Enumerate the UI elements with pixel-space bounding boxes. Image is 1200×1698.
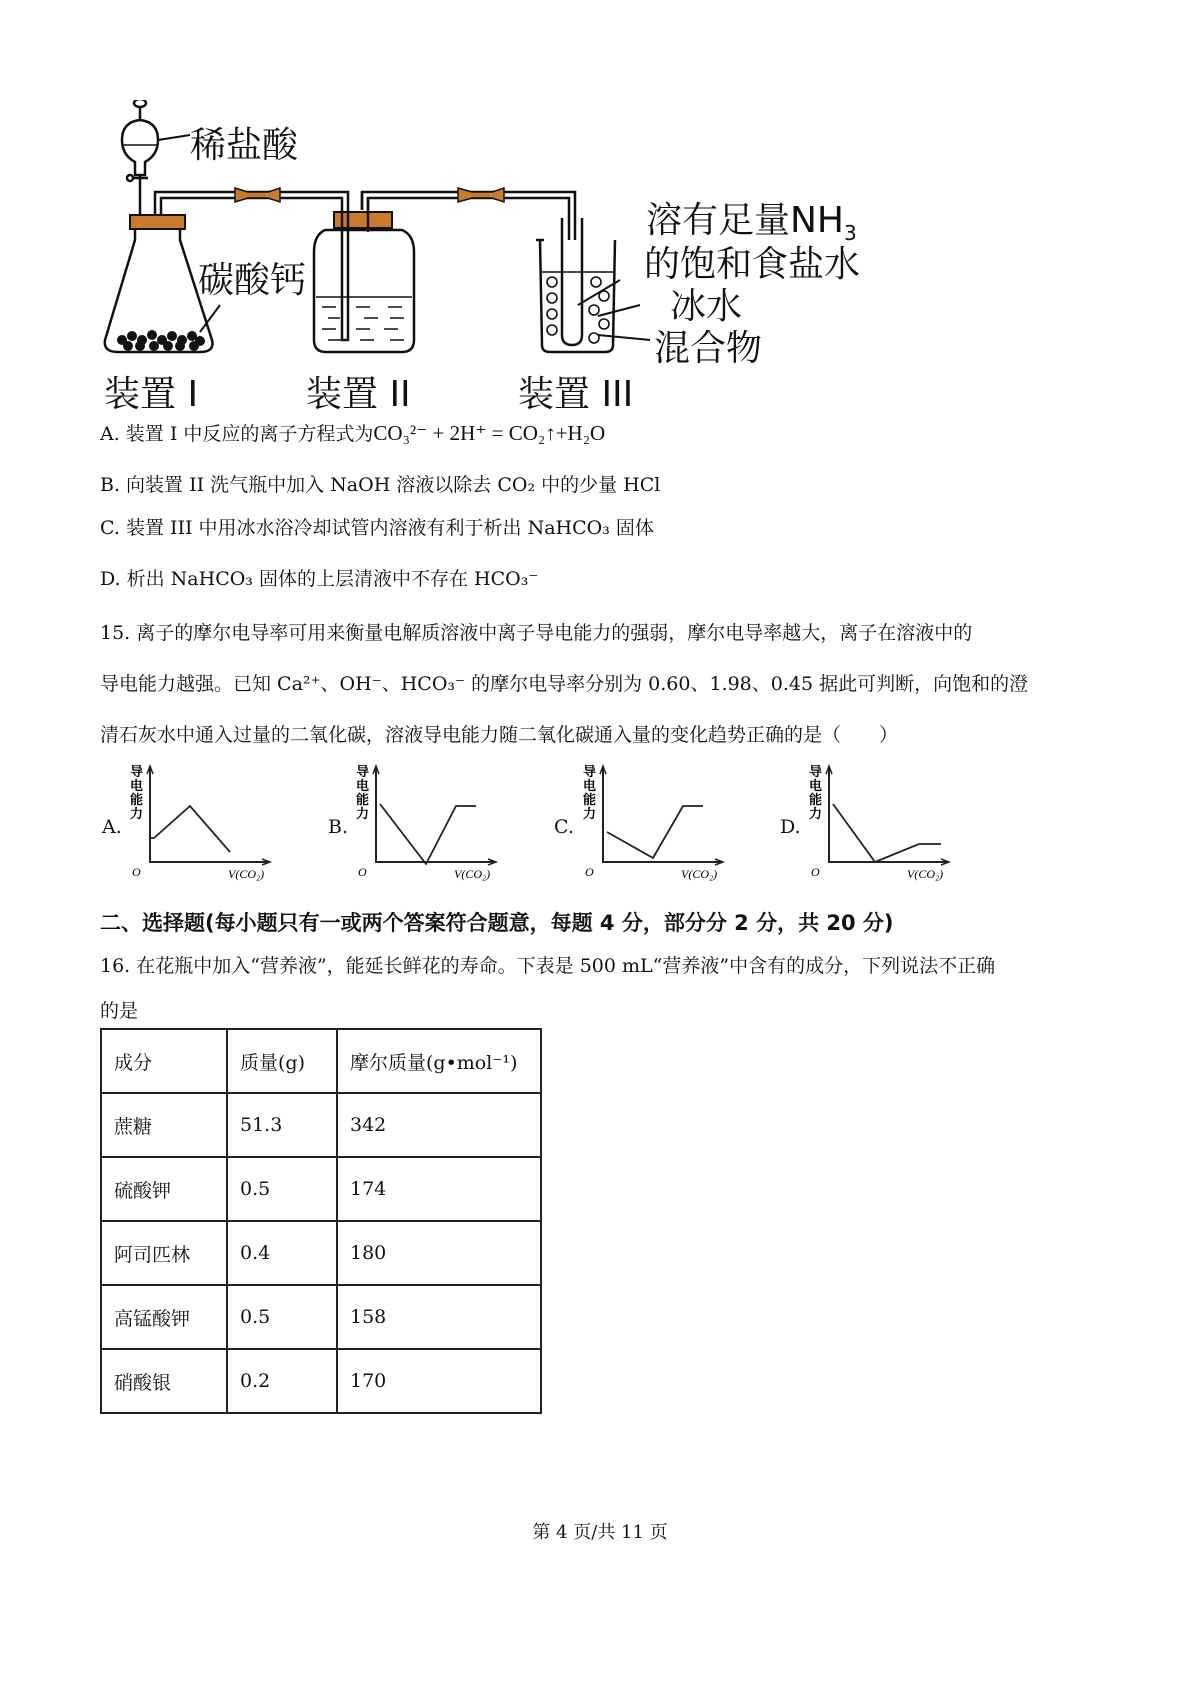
table-cell: 0.4	[227, 1221, 337, 1285]
conductivity-graph	[128, 762, 278, 887]
table-cell: 阿司匹林	[101, 1221, 227, 1285]
graph-option-label: D.	[780, 816, 801, 838]
graph-ylabel-char: 电	[130, 779, 144, 794]
table-cell: 51.3	[227, 1093, 337, 1157]
graph-origin-label: O	[585, 865, 594, 879]
graph-option-label: B.	[328, 816, 349, 838]
graph-ylabel-char: 导	[130, 765, 144, 780]
table-cell: 180	[337, 1221, 541, 1285]
table-header-cell: 成分	[101, 1029, 227, 1093]
table-cell: 硝酸银	[101, 1349, 227, 1413]
table-row	[101, 1285, 541, 1349]
q16-line2: 的是	[100, 1000, 139, 1022]
table-row	[101, 1093, 541, 1157]
graph-origin-label: O	[132, 865, 141, 879]
label-nh3-solution-line1: 溶有足量$NH_3$	[646, 200, 857, 246]
table-header-cell: 质量(g)	[227, 1029, 337, 1093]
graph-axis-arrows	[373, 766, 496, 865]
graph-origin-label: O	[811, 865, 820, 879]
graph-ylabel-char: 电	[809, 779, 823, 794]
graph-ylabel-char: 能	[130, 793, 144, 808]
conductivity-graph	[807, 762, 957, 887]
label-calcium-carbonate: 碳酸钙	[198, 260, 307, 301]
table-cell: 170	[337, 1349, 541, 1413]
graph-ylabel-char: 能	[583, 793, 597, 808]
conductivity-graph	[354, 762, 504, 887]
label-device-3: 装置 III	[518, 374, 634, 415]
table-header-cell: 摩尔质量(g•mol⁻¹)	[337, 1029, 541, 1093]
option-b: B. 向装置 II 洗气瓶中加入 NaOH 溶液以除去 CO₂ 中的少量 HCl	[100, 474, 661, 496]
graph-ylabel-char: 力	[130, 807, 144, 822]
table-cell: 高锰酸钾	[101, 1285, 227, 1349]
graph-xlabel: V(CO₂)	[907, 867, 944, 881]
table-row	[101, 1349, 541, 1413]
conductivity-graph	[581, 762, 731, 887]
table-cell: 硫酸钾	[101, 1157, 227, 1221]
option-c: C. 装置 III 中用冰水浴冷却试管内溶液有利于析出 NaHCO₃ 固体	[100, 517, 654, 539]
graph-xlabel: V(CO₂)	[228, 867, 265, 881]
label-device-2: 装置 II	[306, 374, 411, 415]
table-row	[101, 1221, 541, 1285]
page-footer: 第 4 页/共 11 页	[532, 1522, 668, 1543]
table-row	[101, 1157, 541, 1221]
conductivity-curve	[833, 804, 941, 862]
q16-line1: 16. 在花瓶中加入“营养液”，能延长鲜花的寿命。下表是 500 mL“营养液”中含有的成分，下列说法不正确	[100, 955, 996, 977]
graph-ylabel-char: 能	[809, 793, 823, 808]
label-ice-water: 冰水	[670, 286, 743, 327]
table-cell: 蔗糖	[101, 1093, 227, 1157]
graph-axis-arrows	[826, 766, 949, 865]
conductivity-curve	[607, 806, 703, 858]
graph-axes	[150, 768, 268, 862]
conductivity-curve	[150, 806, 230, 852]
table-cell: 0.2	[227, 1349, 337, 1413]
graph-ylabel-char: 力	[356, 807, 370, 822]
graph-ylabel-char: 电	[356, 779, 370, 794]
conductivity-curve	[380, 804, 476, 864]
graph-axes	[603, 768, 721, 862]
graph-ylabel-char: 导	[356, 765, 370, 780]
graph-ylabel-char: 导	[583, 765, 597, 780]
label-device-1: 装置 I	[104, 374, 199, 415]
table-cell: 158	[337, 1285, 541, 1349]
section-2-title: 二、选择题(每小题只有一或两个答案符合题意，每题 4 分，部分分 2 分，共 20 分)	[100, 911, 894, 935]
q15-line3: 清石灰水中通入过量的二氧化碳，溶液导电能力随二氧化碳通入量的变化趋势正确的是（ ）	[100, 724, 899, 746]
label-dilute-hcl: 稀盐酸	[190, 125, 299, 166]
label-nh3-solution-line2: 的饱和食盐水	[644, 244, 861, 285]
graph-ylabel-char: 导	[809, 765, 823, 780]
q15-line2: 导电能力越强。已知 Ca²⁺、OH⁻、HCO₃⁻ 的摩尔电导率分别为 0.60、1.98、0.45 据此可判断，向饱和的澄	[100, 673, 1029, 695]
table-cell: 0.5	[227, 1285, 337, 1349]
graph-xlabel: V(CO₂)	[454, 867, 491, 881]
table-cell: 342	[337, 1093, 541, 1157]
graph-option-label: C.	[554, 816, 574, 838]
option-d: D. 析出 NaHCO₃ 固体的上层清液中不存在 HCO₃⁻	[100, 568, 539, 590]
graph-axes	[829, 768, 947, 862]
table-header	[101, 1029, 541, 1093]
graph-ylabel-char: 力	[809, 807, 823, 822]
table-cell: 174	[337, 1157, 541, 1221]
graph-ylabel-char: 电	[583, 779, 597, 794]
graph-axis-arrows	[600, 766, 723, 865]
q15-line1: 15. 离子的摩尔电导率可用来衡量电解质溶液中离子导电能力的强弱，摩尔电导率越大，离子在溶液中的	[100, 622, 973, 644]
graph-axis-arrows	[147, 766, 270, 865]
label-mixture: 混合物	[654, 328, 763, 369]
graph-origin-label: O	[358, 865, 367, 879]
graph-option-label: A.	[102, 816, 122, 838]
nutrient-table	[100, 1028, 542, 1414]
option-a: A. 装置 I 中反应的离子方程式为CO₃²⁻ + 2H⁺ = CO₂↑+H₂O	[100, 421, 606, 445]
graph-ylabel-char: 能	[356, 793, 370, 808]
table-cell: 0.5	[227, 1157, 337, 1221]
graph-ylabel-char: 力	[583, 807, 597, 822]
graph-xlabel: V(CO₂)	[681, 867, 718, 881]
